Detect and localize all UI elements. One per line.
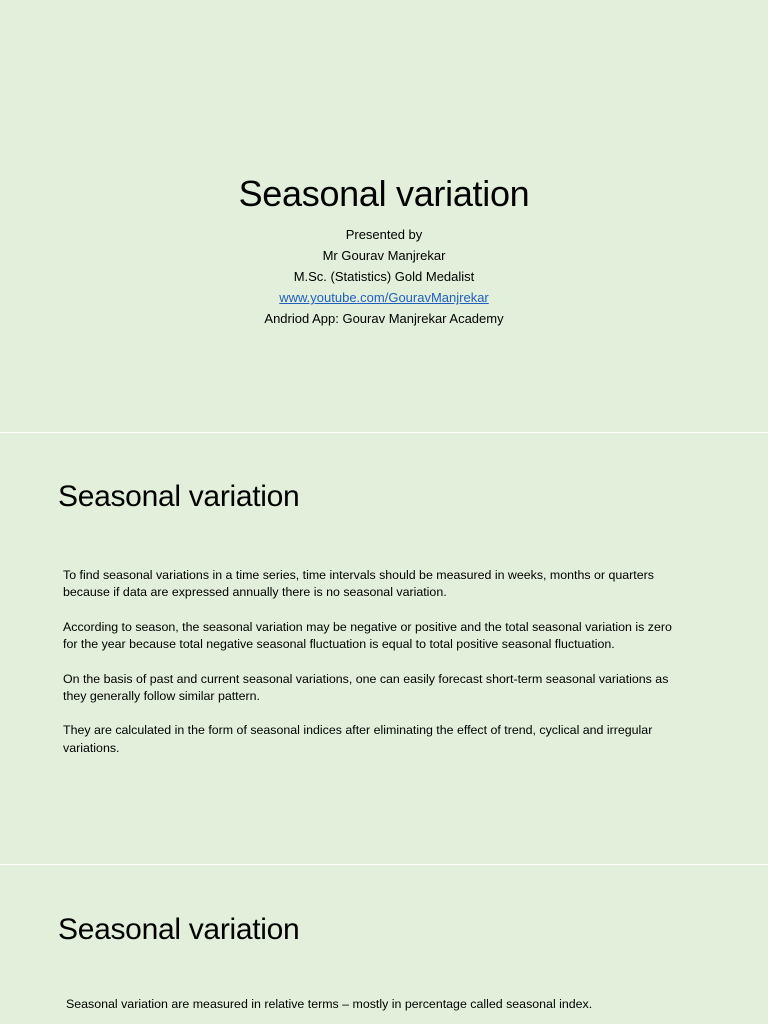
slide-2-paragraph-2: According to season, the seasonal variation may be negative or positive and the total seasonal variation is zero for the year because total negative seasonal fluctuation is equal to total positive seasonal fluctuation. [63,619,672,652]
slide-3-title: Seasonal variation [58,913,300,946]
slide-1-title: Seasonal variation [238,173,530,214]
slide-3 [0,865,768,1024]
slide-2-paragraph-4: They are calculated in the form of seasonal indices after eliminating the effect of trend, cyclical and irregular variations. [63,723,653,755]
presenter-name-line: Mr Gourav Manjrekar [322,248,446,263]
slide-2-paragraph-3: On the basis of past and current seasonal variations, one can easily forecast short-term seasonal variations as they generally follow similar pattern. [63,671,669,704]
youtube-link[interactable]: www.youtube.com/GouravManjrekar [279,290,489,305]
slide-2-title: Seasonal variation [58,480,300,513]
presenter-credential-line: M.Sc. (Statistics) Gold Medalist [293,269,475,284]
slide-2-paragraph-1: To find seasonal variations in a time series, time intervals should be measured in weeks, months or quarters because if data are expressed annually there is no seasonal variation. [63,568,654,600]
slide-3-paragraph: Seasonal variation are measured in relative terms – mostly in percentage called seasonal index. [66,997,593,1011]
presented-by-line: Presented by [345,227,423,242]
app-line: Andriod App: Gourav Manjrekar Academy [264,311,504,326]
slide-1 [0,0,768,432]
slide-2 [0,433,768,864]
slide-1-subtitle [0,224,768,329]
slide-2-body [63,567,683,774]
